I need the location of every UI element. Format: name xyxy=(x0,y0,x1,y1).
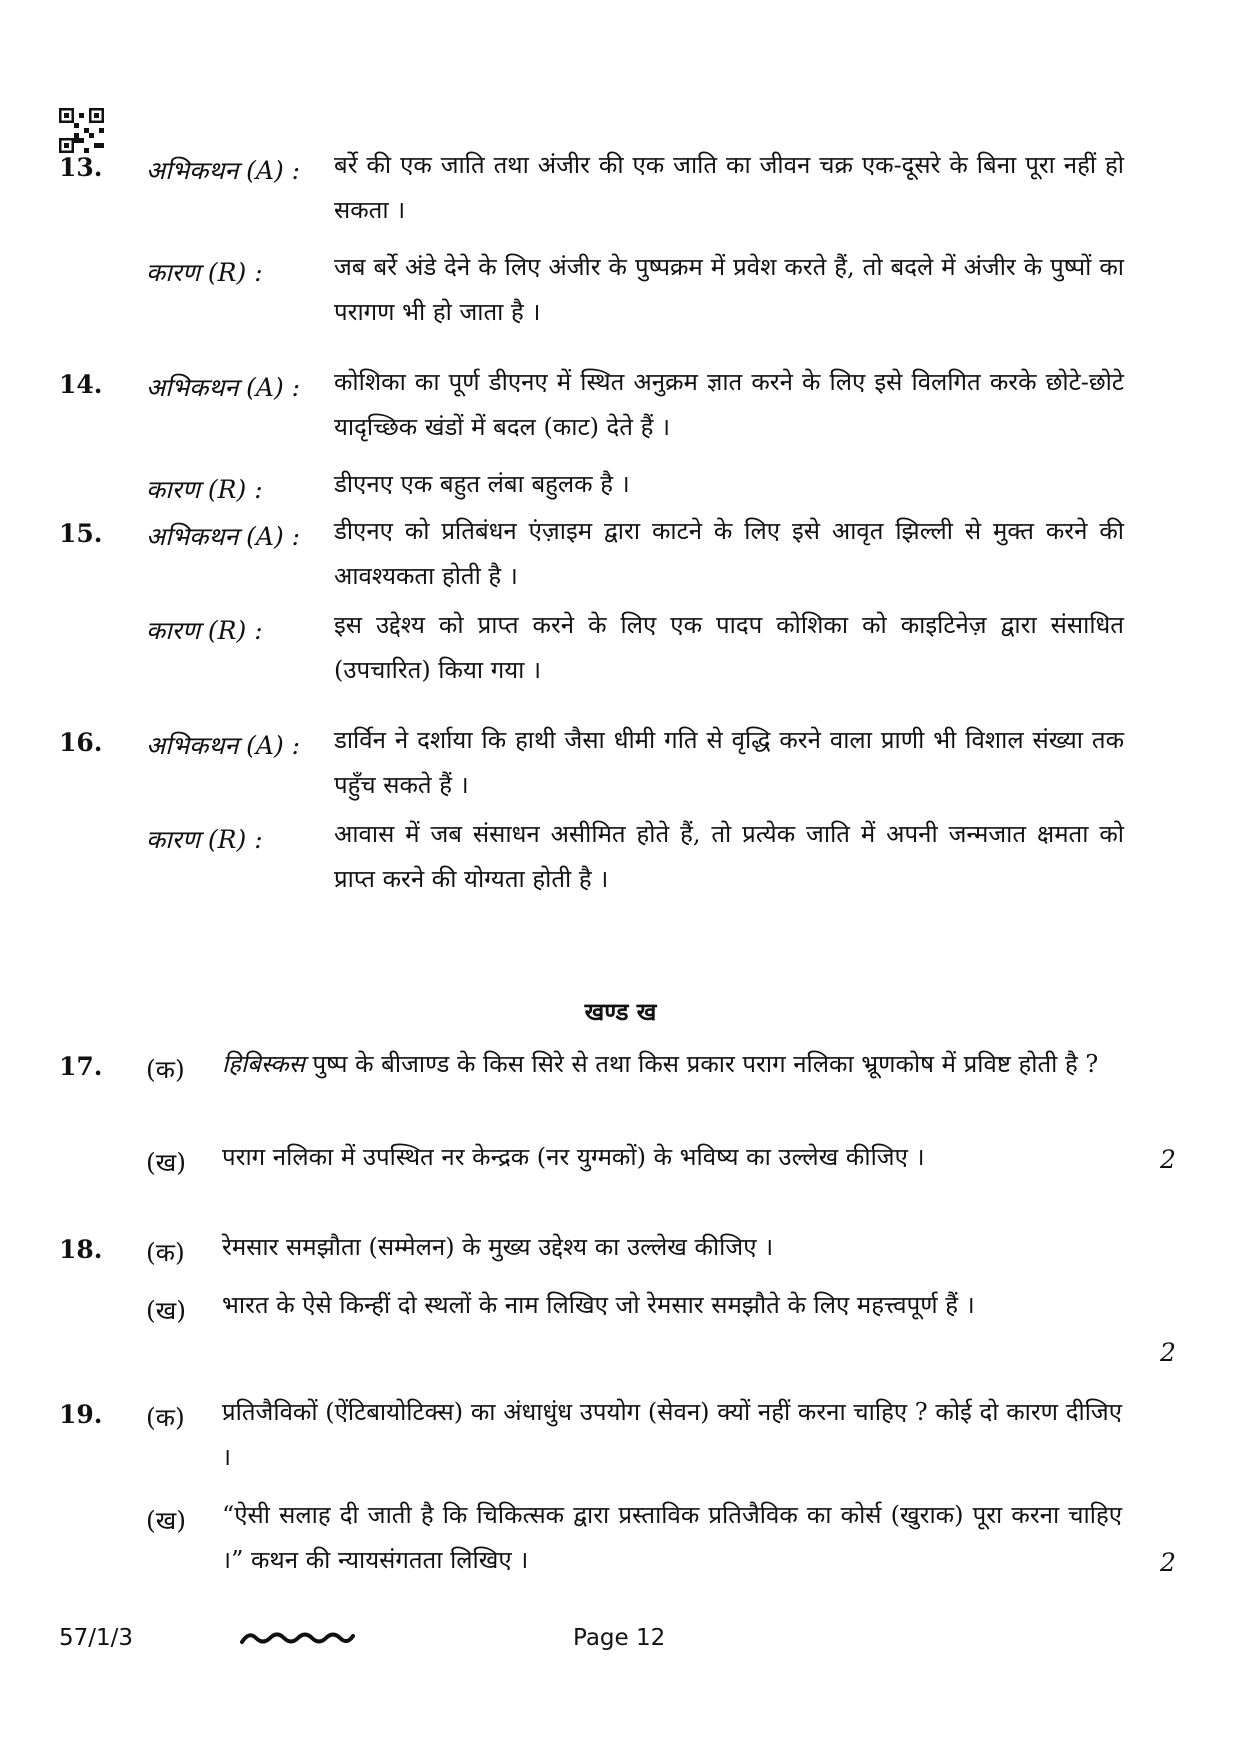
sub-part-label: (क) xyxy=(146,1403,185,1432)
question-number: 17. xyxy=(59,1052,103,1081)
reason-text: डीएनए एक बहुत लंबा बहुलक है । xyxy=(334,470,630,498)
question-number: 13. xyxy=(59,153,103,182)
reason-label: कारण (R) : xyxy=(146,258,263,287)
assertion-label: अभिकथन (A) : xyxy=(146,373,301,402)
sub-part-text: प्रतिजैविकों (ऐंटिबायोटिक्स) का अंधाधुंध उपयोग (सेवन) क्यों नहीं करना चाहिए ? कोई दो कारण दीजिए । xyxy=(222,1398,1122,1471)
sub-part-text xyxy=(222,1042,1122,1087)
assertion-label: अभिकथन (A) : xyxy=(146,156,301,185)
sub-part-label: (ख) xyxy=(146,1506,186,1535)
sub-part-text: पराग नलिका में उपस्थित नर केन्द्रक (नर युग्मकों) के भविष्य का उल्लेख कीजिए । xyxy=(222,1143,925,1171)
reason-label: कारण (R) : xyxy=(146,475,263,504)
sub-part-text: “ऐसी सलाह दी जाती है कि चिकित्सक द्वारा प्रस्ताविक प्रतिजैविक का कोर्स (खुराक) पूरा करना चाहिए ।” कथन की न्यायसंगतता लिखिए । xyxy=(222,1501,1122,1574)
question-number: 18. xyxy=(59,1235,103,1264)
assertion-text: डार्विन ने दर्शाया कि हाथी जैसा धीमी गति से वृद्धि करने वाला प्राणी भी विशाल संख्या तक पहुँच सकते हैं । xyxy=(334,726,1124,799)
assertion-label: अभिकथन (A) : xyxy=(146,731,301,760)
sub-part-label: (ख) xyxy=(146,1148,186,1177)
reason-text: इस उद्देश्य को प्राप्त करने के लिए एक पादप कोशिका को काइटिनेज़ द्वारा संसाधित (उपचारित) किया गया । xyxy=(334,611,1124,684)
sub-part-text: रेमसार समझौता (सम्मेलन) के मुख्य उद्देश्य का उल्लेख कीजिए । xyxy=(222,1233,774,1261)
question-number: 14. xyxy=(59,370,103,399)
tilde-ornament-icon xyxy=(240,1626,355,1650)
reason-label: कारण (R) : xyxy=(146,825,263,854)
reason-text: आवास में जब संसाधन असीमित होते हैं, तो प्रत्येक जाति में अपनी जन्मजात क्षमता को प्राप्त करने की योग्यता होती है । xyxy=(334,820,1124,893)
reason-label: कारण (R) : xyxy=(146,616,263,645)
question-number: 19. xyxy=(59,1400,103,1429)
reason-text: जब बर्रे अंडे देने के लिए अंजीर के पुष्पक्रम में प्रवेश करते हैं, तो बदले में अंजीर के पुष्पों का परागण भी हो जाता है । xyxy=(334,253,1124,326)
italic-term: हिबिस्कस xyxy=(222,1050,305,1078)
marks: 2 xyxy=(1160,1548,1176,1577)
sub-part-text: भारत के ऐसे किन्हीं दो स्थलों के नाम लिखिए जो रेमसार समझौते के लिए महत्त्वपूर्ण हैं । xyxy=(222,1291,975,1319)
assertion-label: अभिकथन (A) : xyxy=(146,522,301,551)
assertion-text: कोशिका का पूर्ण डीएनए में स्थित अनुक्रम ज्ञात करने के लिए इसे विलगित करके छोटे-छोटे यादृच्छिक खंडों में बदल (काट) देते हैं । xyxy=(334,368,1124,441)
assertion-text: बर्रे की एक जाति तथा अंजीर की एक जाति का जीवन चक्र एक-दूसरे के बिना पूरा नहीं हो सकता । xyxy=(334,151,1124,224)
question-number: 15. xyxy=(59,519,103,548)
question-number: 16. xyxy=(59,728,103,757)
sub-part-label: (क) xyxy=(146,1055,185,1084)
qr-code-icon xyxy=(59,108,104,153)
sub-part-label: (ख) xyxy=(146,1296,186,1325)
sub-part-text-rest: पुष्प के बीजाण्ड के किस सिरे से तथा किस प्रकार पराग नलिका भ्रूणकोष में प्रविष्ट होती है ? xyxy=(304,1050,1099,1078)
paper-code: 57/1/3 xyxy=(59,1625,134,1651)
marks: 2 xyxy=(1160,1145,1176,1174)
sub-part-label: (क) xyxy=(146,1238,185,1267)
assertion-text: डीएनए को प्रतिबंधन एंज़ाइम द्वारा काटने के लिए इसे आवृत झिल्ली से मुक्त करने की आवश्यकता होती है । xyxy=(334,517,1124,590)
section-heading: खण्ड ख xyxy=(584,997,657,1026)
marks: 2 xyxy=(1160,1338,1176,1367)
page-number: Page 12 xyxy=(573,1625,666,1651)
